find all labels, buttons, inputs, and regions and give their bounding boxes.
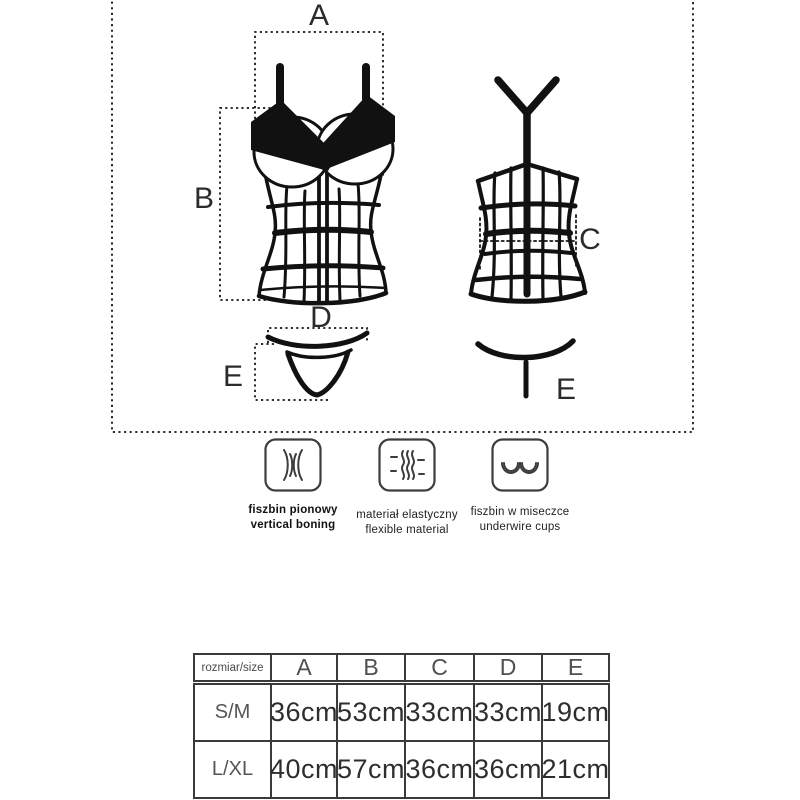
feature-caption-line2: flexible material [365,523,449,536]
feature-flexible-material [347,438,467,537]
size-table-header-cell: rozmiar/size [201,661,264,674]
size-value-cell: 19cm [541,685,608,740]
size-table-header-cell: C [404,655,473,680]
feature-caption [233,503,353,532]
measure-label-e-back: E [555,373,577,406]
feature-caption-line2: vertical boning [250,518,336,531]
measure-label-a: A [308,0,330,32]
measure-label-b: B [193,182,215,215]
size-table-header-cell: D [473,655,541,680]
feature-underwire-cups [460,438,580,534]
back-view-drawing [471,80,585,301]
outer-dotted-frame [112,0,693,432]
size-table-body [193,683,610,799]
measure-label-e-front: E [222,360,244,393]
size-value-cell: 21cm [541,740,608,797]
size-table-header [193,653,610,682]
feature-caption [460,505,580,534]
flexible-material-icon [378,438,436,492]
front-view-drawing [251,67,395,303]
vertical-boning-icon [264,438,322,492]
measure-label-d: D [310,301,332,334]
underwire-cups-icon [491,438,549,492]
size-value-cell: 36cm [473,740,541,797]
feature-caption [347,508,467,537]
size-value-cell: 33cm [473,685,541,740]
feature-caption-line1: fiszbin w miseczce [470,506,570,518]
back-halter-strap [498,80,556,170]
size-row-label: S/M [214,701,251,723]
feature-caption-line2: underwire cups [479,520,561,533]
size-value-cell: 33cm [404,685,473,740]
size-value-cell: 53cm [336,685,404,740]
size-value-cell: 36cm [404,740,473,797]
size-table-header-cell: B [336,655,404,680]
feature-caption-line1: fiszbin pionowy [248,504,338,516]
feature-vertical-boning [233,438,353,532]
front-body [259,175,386,303]
size-row-label: L/XL [195,740,270,797]
measure-label-c: C [579,223,601,256]
size-value-cell: 36cm [270,685,336,740]
size-value-cell: 57cm [336,740,404,797]
size-table-header-cell: A [270,655,336,680]
size-table-header-cell: E [541,655,608,680]
feature-caption-line1: materiał elastyczny [356,509,458,521]
panty-front-drawing [268,333,367,395]
size-value-cell: 40cm [270,740,336,797]
